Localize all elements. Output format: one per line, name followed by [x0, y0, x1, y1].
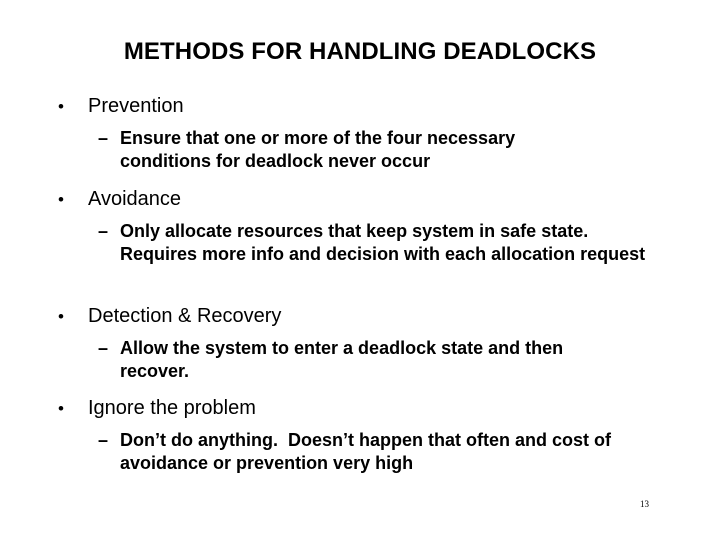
sub-item-prevention — [98, 127, 678, 173]
sub-item-ignore — [98, 429, 678, 475]
dash-marker: – — [98, 430, 109, 450]
sub-item-text: Only allocate resources that keep system in safe state. Requires more info and decision with each allocation request — [120, 221, 646, 264]
bullet-marker: • — [58, 97, 64, 116]
bullet-marker: • — [58, 399, 64, 418]
bullet-heading: Ignore the problem — [88, 397, 256, 419]
dash-marker: – — [98, 221, 109, 241]
sub-item-avoidance — [98, 220, 678, 266]
slide-title: METHODS FOR HANDLING DEADLOCKS — [123, 38, 597, 65]
sub-item-detection-recovery — [98, 337, 678, 383]
bullet-item-ignore — [58, 396, 678, 421]
bullet-item-prevention — [58, 94, 678, 119]
bullet-marker: • — [58, 190, 64, 209]
sub-item-text: Don’t do anything. Doesn’t happen that often and cost of avoidance or prevention very high — [120, 430, 616, 473]
bullet-marker: • — [58, 307, 64, 326]
bullet-item-detection-recovery — [58, 304, 678, 329]
bullet-item-avoidance — [58, 187, 678, 212]
bullet-heading: Detection & Recovery — [88, 305, 282, 327]
dash-marker: – — [98, 338, 109, 358]
bullet-heading: Prevention — [88, 95, 184, 117]
dash-marker: – — [98, 128, 109, 148]
sub-item-text: Ensure that one or more of the four necessary conditions for deadlock never occur — [120, 128, 516, 171]
bullet-heading: Avoidance — [88, 188, 182, 210]
page-number: 13 — [640, 499, 649, 509]
sub-item-text: Allow the system to enter a deadlock state and then recover. — [120, 338, 564, 381]
